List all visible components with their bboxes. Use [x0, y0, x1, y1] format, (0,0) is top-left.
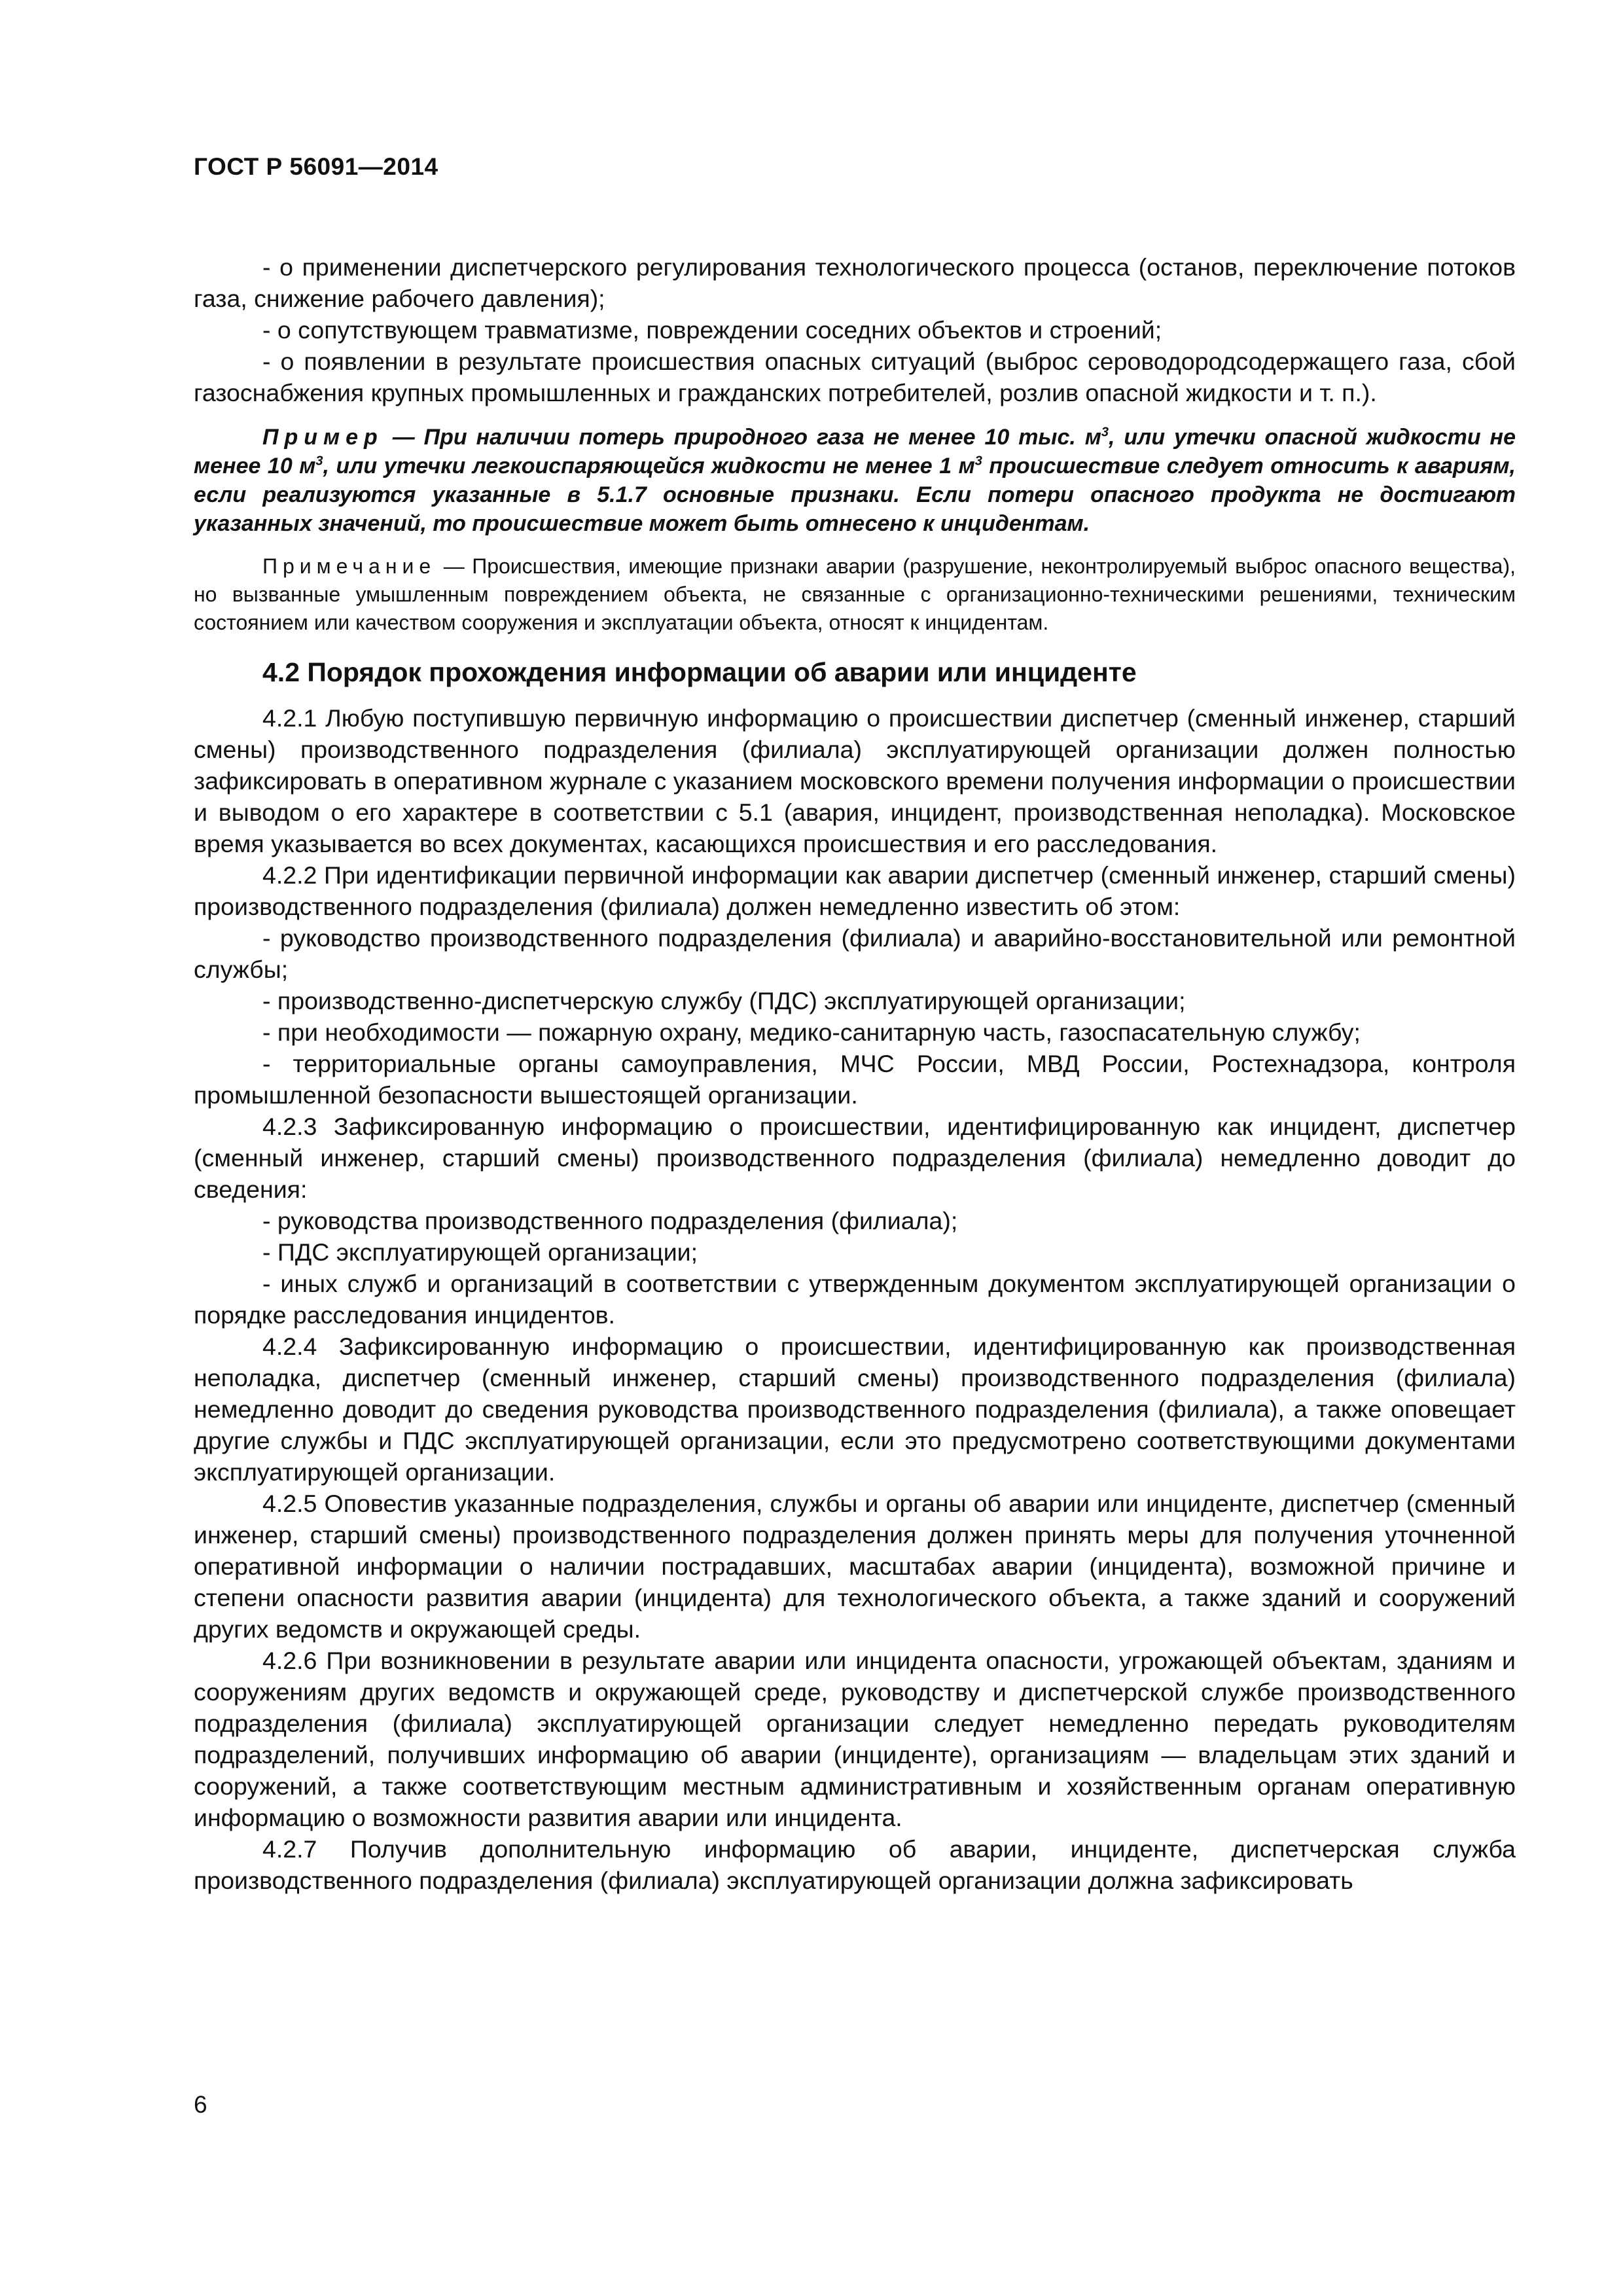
example-text-4: происшествие следует относить к авариям, если реализуются указанные в 5.1.7 основные признаки. Если потери опасного продукта не достигают указанных значений, то происшествие может быть отнесено к инцидентам. [194, 454, 1516, 536]
paragraph-4-2-7: 4.2.7 Получив дополнительную информацию об аварии, инциденте, диспетчерская служба производственного подразделения (филиала) эксплуатирующей организации должна зафиксировать [194, 1835, 1516, 1894]
list-item: - иных служб и организаций в соответствии с утвержденным документом эксплуатирующей организации о порядке расследования инцидентов. [194, 1270, 1516, 1329]
page-content [194, 251, 1516, 1896]
example-text-3: , или утечки легкоиспаряющейся жидкости не менее 1 м [323, 454, 975, 478]
paragraph-4-2-2: 4.2.2 При идентификации первичной информации как аварии диспетчер (сменный инженер, старший смены) производственного подразделения (филиала) должен немедленно известить об этом: [194, 861, 1516, 920]
example-text-1: — При наличии потерь природного газа не менее 10 тыс. м [383, 425, 1101, 450]
paragraph-4-2-3: 4.2.3 Зафиксированную информацию о происшествии, идентифицированную как инцидент, диспетчер (сменный инженер, старший смены) производственного подразделения (филиала) немедленно доводит до сведения: [194, 1113, 1516, 1203]
note-label: Примечание [262, 554, 437, 578]
page-number: 6 [194, 2091, 207, 2118]
list-item: - ПДС эксплуатирующей организации; [262, 1238, 698, 1266]
paragraph-4-2-5: 4.2.5 Оповестив указанные подразделения, службы и органы об аварии или инциденте, диспетчер (сменный инженер, старший смены) производственного подразделения должен принять меры для получения уточненной оперативной информации о наличии пострадавших, масштабах аварии (инцидента), возможной причине и степени опасности развития аварии (инцидента) для технологического объекта, а также зданий и сооружений других ведомств и окружающей среды. [194, 1490, 1516, 1643]
list-item: - при необходимости — пожарную охрану, медико-санитарную часть, газоспасательную службу; [262, 1018, 1361, 1046]
example-sup-2: 3 [315, 454, 323, 469]
paragraph-4-2-4: 4.2.4 Зафиксированную информацию о происшествии, идентифицированную как производственная неполадка, диспетчер (сменный инженер, старший смены) производственного подразделения (филиала) немедленно доводит до сведения руководства производственного подразделения (филиала), а также оповещает другие службы и ПДС эксплуатирующей организации, если это предусмотрено соответствующими документами эксплуатирующей организации. [194, 1333, 1516, 1486]
list-item: - территориальные органы самоуправления, МЧС России, МВД России, Ростехнадзора, контроля промышленной безопасности вышестоящей организации. [194, 1050, 1516, 1109]
example-text-2: , или утечки опасной жидкости не менее 10 м [194, 425, 1516, 478]
intro-item-2: - о сопутствующем травматизме, повреждении соседних объектов и строений; [262, 316, 1162, 344]
note-text: — Происшествия, имеющие признаки аварии (разрушение, неконтролируемый выброс опасного вещества), но вызванные умышленным повреждением объекта, не связанные с организационно-техническими решениями, техническим состоянием или качеством сооружения и эксплуатации объекта, относят к инцидентам. [194, 554, 1516, 634]
example-label: Пример [262, 425, 383, 450]
list-item: - производственно-диспетчерскую службу (ПДС) эксплуатирующей организации; [262, 987, 1186, 1014]
intro-item-3: - о появлении в результате происшествия опасных ситуаций (выброс сероводородсодержащего газа, сбой газоснабжения крупных промышленных и гражданских потребителей, розлив опасной жидкости и т. п.). [194, 348, 1516, 406]
document-page [194, 0, 1516, 2296]
example-sup-1: 3 [1101, 425, 1109, 440]
section-heading: 4.2 Порядок прохождения информации об аварии или инциденте [262, 657, 1137, 687]
paragraph-4-2-1: 4.2.1 Любую поступившую первичную информацию о происшествии диспетчер (сменный инженер, старший смены) производственного подразделения (филиала) эксплуатирующей организации должен полностью зафиксировать в оперативном журнале с указанием московского времени получения информации о происшествии и выводом о его характере в соответствии с 5.1 (авария, инцидент, производственная неполадка). Московское время указывается во всех документах, касающихся происшествия и его расследования. [194, 704, 1516, 857]
note-block [194, 552, 1516, 637]
standard-header: ГОСТ Р 56091—2014 [194, 153, 438, 180]
paragraph-4-2-6: 4.2.6 При возникновении в результате аварии или инцидента опасности, угрожающей объектам, зданиям и сооружениям других ведомств и окружающей среде, руководству и диспетчерской службе производственного подразделения (филиала) эксплуатирующей организации следует немедленно передать руководителям подразделений, получивших информацию об аварии (инциденте), организациям — владельцам этих зданий и сооружений, а также соответствующим местным административным и хозяйственным органам оперативную информацию о возможности развития аварии или инцидента. [194, 1647, 1516, 1831]
list-item: - руководство производственного подразделения (филиала) и аварийно-восстановительной или ремонтной службы; [194, 924, 1516, 983]
example-sup-3: 3 [974, 454, 982, 469]
intro-item-1: - о применении диспетчерского регулирования технологического процесса (останов, переключение потоков газа, снижение рабочего давления); [194, 253, 1516, 312]
list-item: - руководства производственного подразделения (филиала); [262, 1207, 958, 1234]
example-block [194, 423, 1516, 538]
